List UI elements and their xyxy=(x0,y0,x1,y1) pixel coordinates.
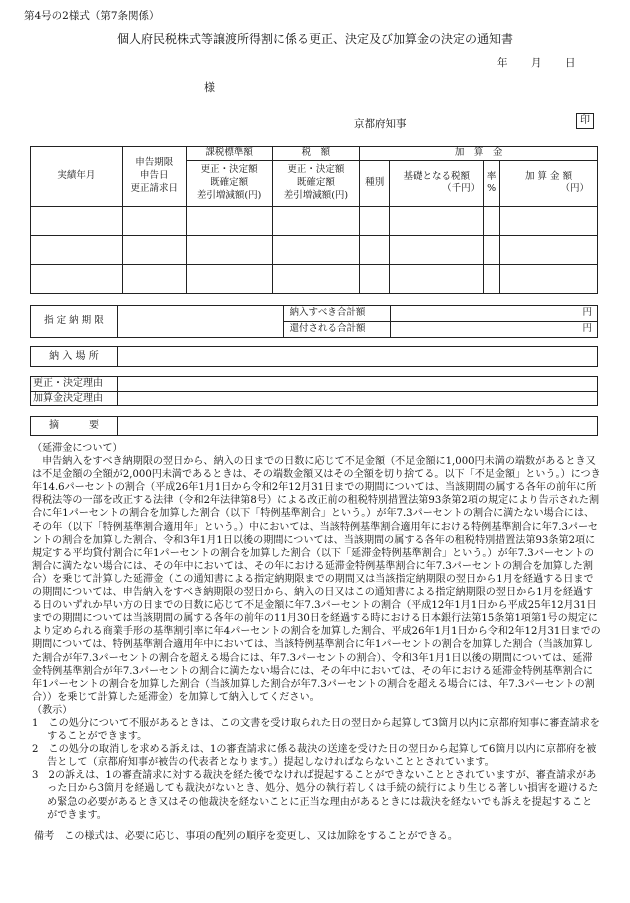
refund-value[interactable]: 円 xyxy=(391,322,598,338)
tax-sub-3: 差引増減額(円) xyxy=(283,189,349,201)
cell[interactable] xyxy=(390,235,484,264)
summary-table xyxy=(30,416,598,436)
col-deadline-header xyxy=(122,147,186,207)
addressee-suffix: 様 xyxy=(204,81,215,94)
table-row xyxy=(31,235,598,264)
base-sub-1: 更正・決定額 xyxy=(200,164,258,176)
table-row xyxy=(31,264,598,293)
deadline-line-1: 申告期限 xyxy=(135,157,174,169)
reason-correction-value[interactable] xyxy=(117,377,597,392)
summary-value[interactable] xyxy=(117,417,597,436)
amount-line-1: 加 算 金 額 xyxy=(525,170,573,182)
reason-correction-label: 更正・決定理由 xyxy=(31,377,118,392)
summary-label: 摘 要 xyxy=(31,417,118,436)
late-fee-text: 申告納入をすべき納期限の翌日から、納入の日までの日数に応じて不足金額（不足金額に1,000円未満の端数があるとき又は不足金額の全額が2,000円未満であるときは、その端数金額又はその全額を切り捨てる。以下「不足金額」という。）につき年14.6パーセントの割合（平成26年1月1日から令和2年12月31日までの期間については、当該期間の属する各年の前年に所得税法等の一部を改正する法律（令和2年法律第8号）による改正前の租税特別措置法第93条第2項の規定により告示された割合に年1パーセントの割合を加算した割合（以下「特例基準割合」という。）が年7.3パーセントの割合に満たない場合には、その年（以下「特例基準割合適用年」という。）中においては、当該特例基準割合適用年における特例基準割合に年7.3パーセントの割合を加算した割合、令和3年1月1日以後の期間については、当該期間の属する各年の租税特別措置法第93条第2項に規定する平均貸付割合に年1パーセントの割合を加算した割合（以下「延滞金特例基準割合」という。）が年7.3パーセントの割合に満たない場合には、その年中においては、その年における延滞金特例基準割合に年7.3パーセントの割合を加算した割合）を乗じて計算した延滞金（この通知書による指定納期限までの期間又は当該指定納期限の翌日から1月を経過する日までの期間については、申告納入をすべき納期限の翌日から、納入の日又はこの通知書による指定納期限の翌日から1月を経過する日のいずれか早い方の日までの日数に応じて不足金額に年7.3パーセントの割合（平成12年1月1日から平成25年12月31日までの期間については当該期間の属する各年の前年の11月30日を経過する時における日本銀行法第15条第1項第1号の規定により定められる商業手形の基準割引率に年4パーセントの割合を加算した割合、平成26年1月1日から令和2年12月31日までの期間については、特例基準割合適用年中においては、当該特例基準割合に年1パーセントの割合を加算した割合（当該加算した割合が年7.3パーセントの割合を超える場合には、年7.3パーセントの割合）、令和3年1月1日以後の期間については、延滞金特例基準割合が年7.3パーセントの割合に満たない場合には、その年中においては、その年における延滞金特例基準割合に年1パーセントの割合を加算した割合（当該加算した割合が年7.3パーセントの割合を超える場合には、年7.3パーセントの割合））を乗じて計算した延滞金）を加算して納入してください。 xyxy=(32,456,601,703)
date-line xyxy=(497,55,599,70)
payment-place-label: 納 入 場 所 xyxy=(31,347,118,367)
cell[interactable] xyxy=(186,206,272,235)
basis-line-1: 基礎となる税額 xyxy=(403,170,470,182)
cell[interactable] xyxy=(272,264,360,293)
rate-header xyxy=(484,160,500,206)
tax-subheader xyxy=(272,160,360,206)
base-subheader xyxy=(186,160,272,206)
date-month: 月 xyxy=(531,57,542,69)
base-sub-3: 差引増減額(円) xyxy=(196,189,262,201)
cell[interactable] xyxy=(272,206,360,235)
payment-table xyxy=(30,305,598,338)
issuer-name: 京都府知事 xyxy=(354,118,407,130)
group-penalty-header: 加 算 金 xyxy=(360,147,598,161)
rate-line-1: 率 xyxy=(486,170,497,182)
teaching-item-2: 2 この処分の取消しを求める訴えは、1の審査請求に係る裁決の送達を受けた日の翌日から起算して6箇月以内に京都府を被告として（京都府知事が被告の代表者となります。）提起しなければならないこととされています。 xyxy=(32,744,597,769)
cell[interactable] xyxy=(390,206,484,235)
basis-header xyxy=(390,160,484,206)
teaching-heading: （教示） xyxy=(32,704,73,716)
cell[interactable] xyxy=(360,206,390,235)
group-base-header: 課税標準額 xyxy=(186,147,272,161)
cell[interactable] xyxy=(31,264,123,293)
cell[interactable] xyxy=(484,206,500,235)
total-due-value[interactable]: 円 xyxy=(391,306,598,322)
reasons-table xyxy=(30,376,598,406)
cell[interactable] xyxy=(484,264,500,293)
form-number: 第4号の2様式（第7条関係） xyxy=(24,10,160,22)
cell[interactable] xyxy=(122,264,186,293)
teaching-item-1: 1 この処分について不服があるときは、この文書を受け取られた日の翌日から起算して3箇月以内に京都府知事に審査請求をすることができます。 xyxy=(32,717,600,743)
cell[interactable] xyxy=(390,264,484,293)
cell[interactable] xyxy=(186,264,272,293)
cell[interactable] xyxy=(484,235,500,264)
reason-penalty-label: 加算金決定理由 xyxy=(31,391,118,406)
tax-sub-2: 既確定額 xyxy=(296,176,335,188)
deadline-value[interactable] xyxy=(117,306,283,338)
remark-note: 備考 この様式は、必要に応じ、事項の配列の順序を変更し、又は加除をすることができる。 xyxy=(34,830,458,842)
cell[interactable] xyxy=(500,264,598,293)
base-sub-2: 既確定額 xyxy=(210,176,249,188)
date-day: 日 xyxy=(565,57,576,69)
col-year-header: 実績年月 xyxy=(31,147,123,207)
payment-place-table xyxy=(30,346,598,367)
deadline-line-2: 申告日 xyxy=(139,170,169,181)
cell[interactable] xyxy=(272,235,360,264)
basis-line-2: （千円） xyxy=(442,183,481,195)
cell[interactable] xyxy=(500,206,598,235)
cell[interactable] xyxy=(122,206,186,235)
cell[interactable] xyxy=(500,235,598,264)
refund-label: 還付される合計額 xyxy=(283,322,391,338)
tax-sub-1: 更正・決定額 xyxy=(287,164,345,176)
date-year: 年 xyxy=(497,57,508,69)
kind-header: 種別 xyxy=(360,160,390,206)
amount-header xyxy=(500,160,598,206)
assessment-table xyxy=(30,146,598,294)
document-title: 個人府民税株式等譲渡所得割に係る更正、決定及び加算金の決定の通知書 xyxy=(116,32,513,46)
seal-mark: 印 xyxy=(576,113,594,129)
total-due-label: 納入すべき合計額 xyxy=(283,306,391,322)
deadline-label: 指 定 納 期 限 xyxy=(31,306,118,338)
rate-line-2: % xyxy=(487,183,497,195)
cell[interactable] xyxy=(360,235,390,264)
reason-penalty-value[interactable] xyxy=(117,391,597,406)
cell[interactable] xyxy=(31,235,123,264)
notes-section xyxy=(32,442,602,843)
deadline-line-3: 更正請求日 xyxy=(130,182,178,194)
payment-place-value[interactable] xyxy=(117,347,597,367)
teaching-item-3: 3 2の訴えは、1の審査請求に対する裁決を経た後でなければ提起することができないこととされていますが、審査請求があった日から3箇月を経過しても裁決がないとき、処分、処分の執行若しくは手続の続行により生じる著しい損害を避けるため緊急の必要があるとき又はその他裁決を経ないことに正当な理由があるときには裁決を経ないでも訴えを提起することができます。 xyxy=(32,770,599,821)
amount-line-2: （円） xyxy=(560,183,589,195)
cell[interactable] xyxy=(186,235,272,264)
cell[interactable] xyxy=(122,235,186,264)
late-fee-heading: （延滞金について） xyxy=(32,443,123,454)
cell[interactable] xyxy=(360,264,390,293)
table-row xyxy=(31,206,598,235)
group-tax-header: 税 額 xyxy=(272,147,360,161)
cell[interactable] xyxy=(31,206,123,235)
